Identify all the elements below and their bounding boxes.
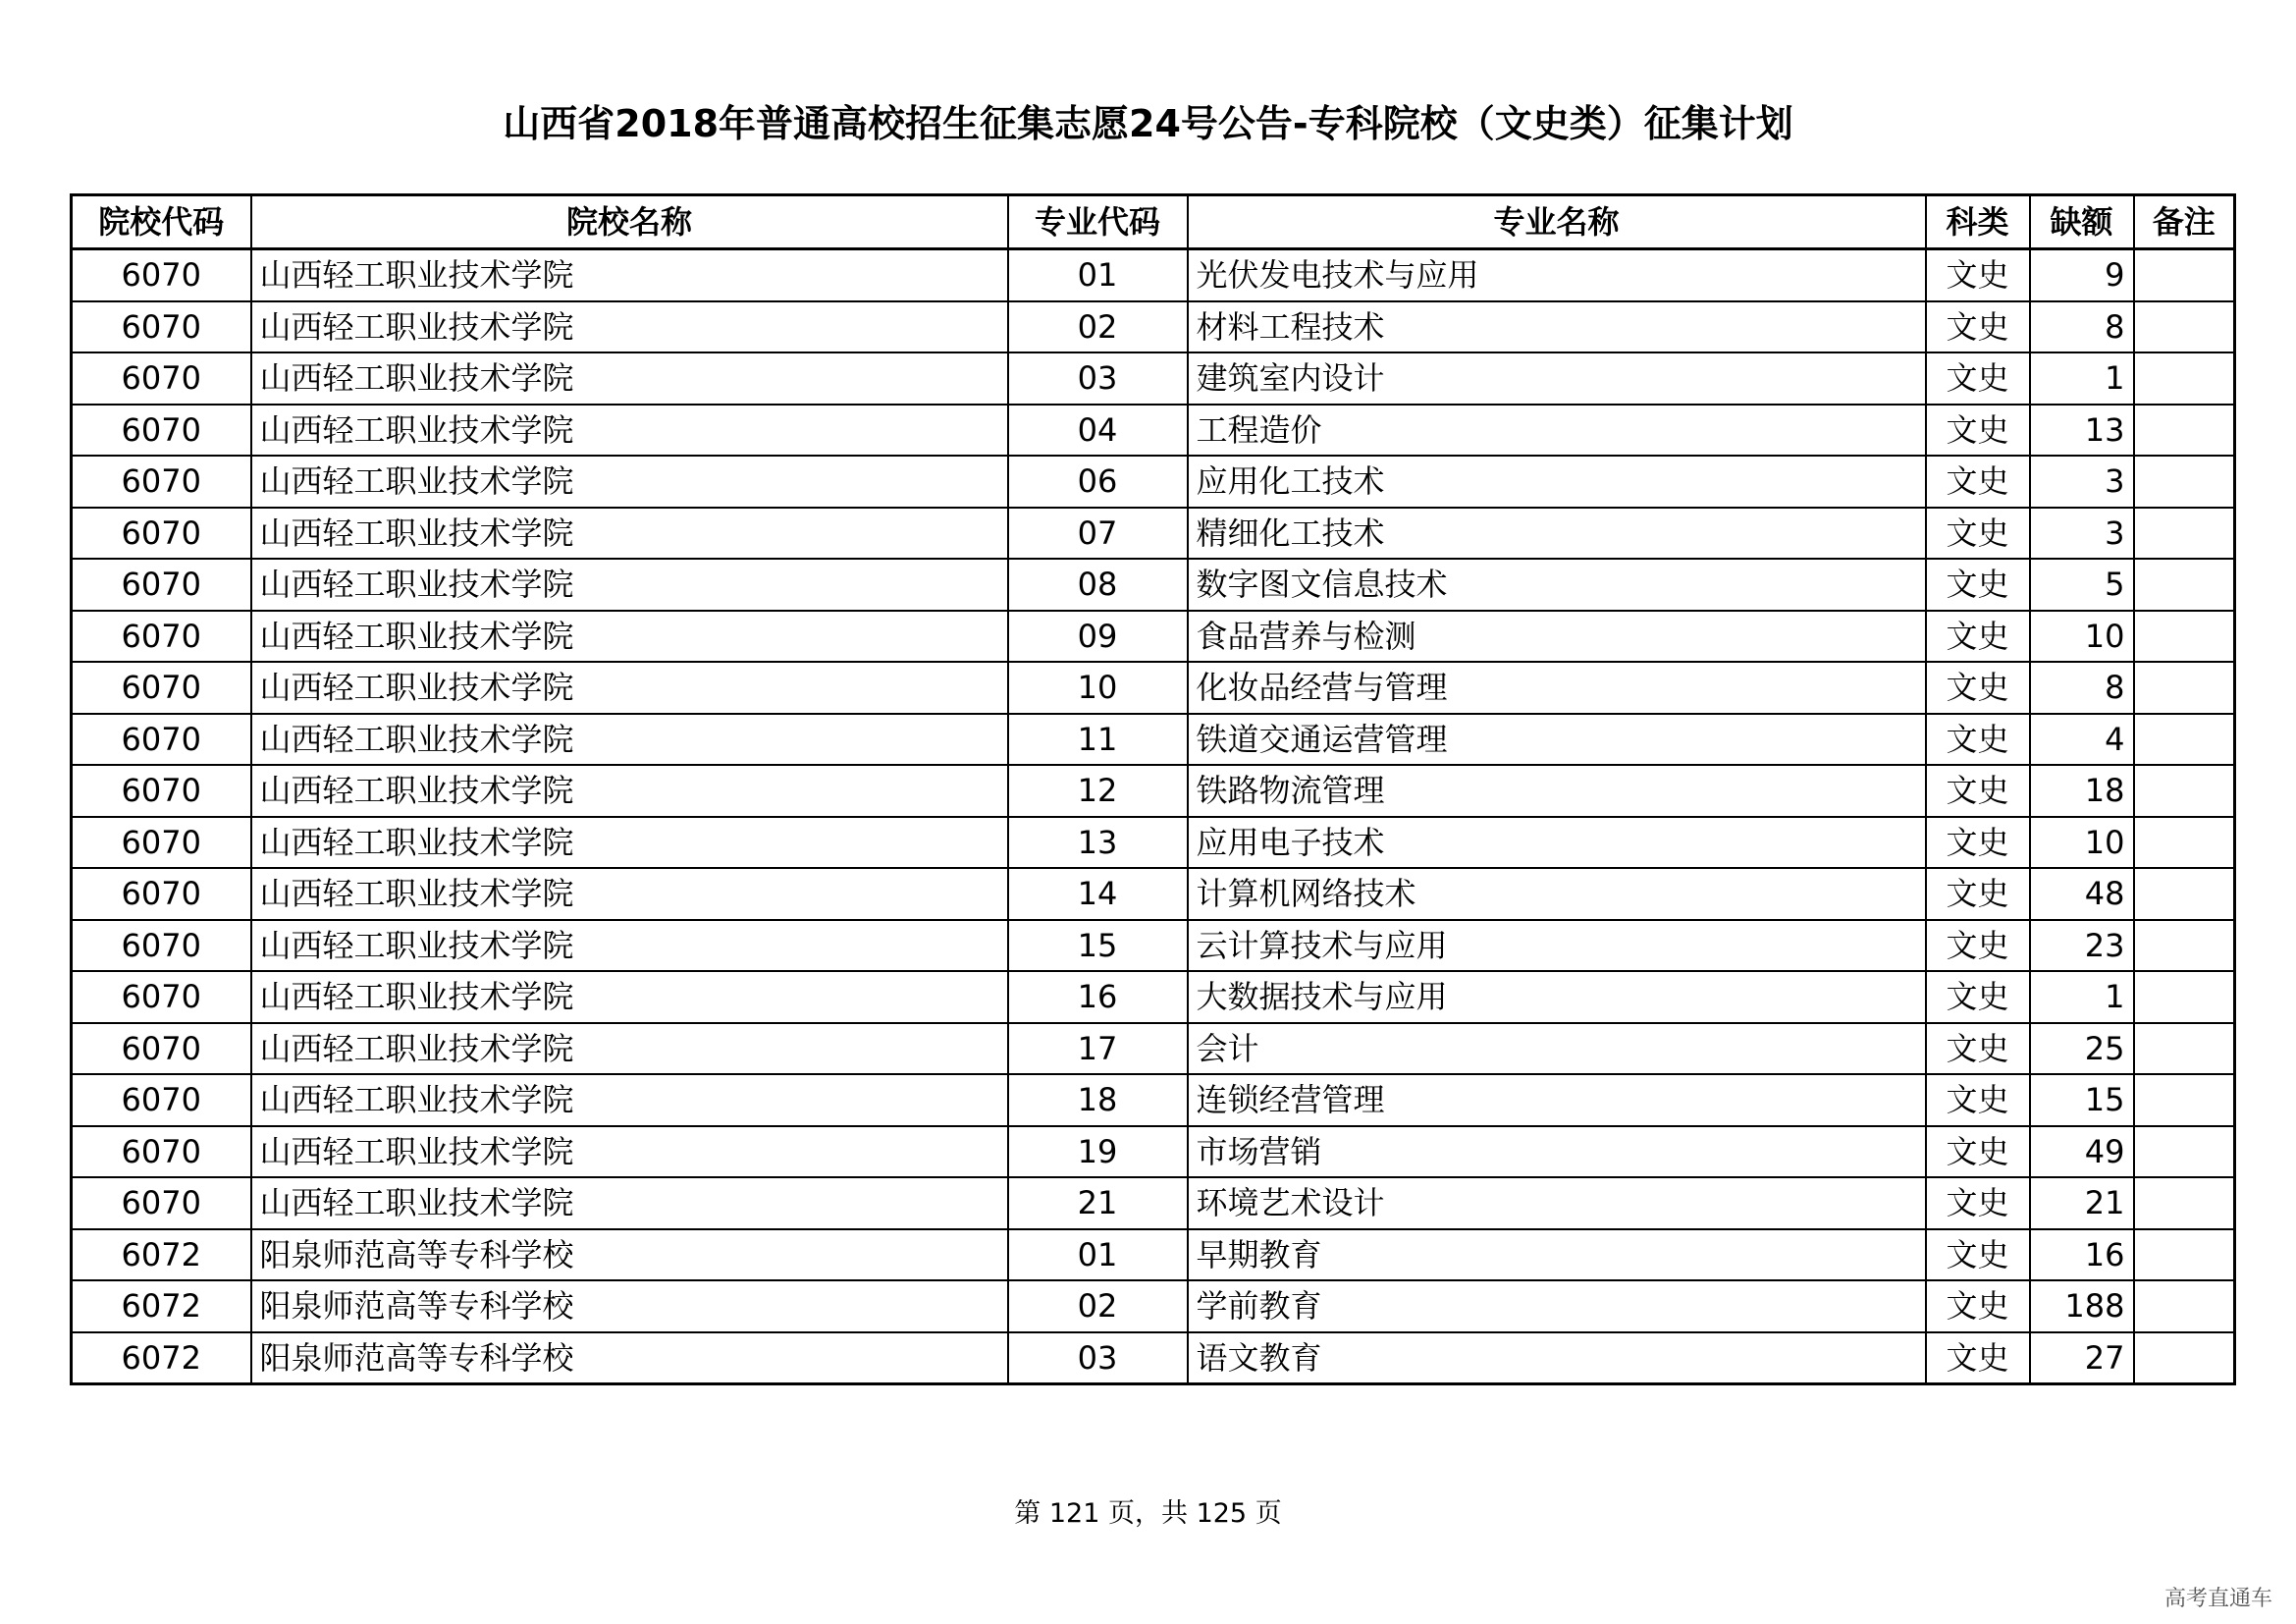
cell-note [2134, 611, 2235, 663]
header-school-name: 院校名称 [251, 195, 1008, 249]
cell-category: 文史 [1926, 1023, 2030, 1075]
cell-major-name: 铁路物流管理 [1188, 765, 1926, 817]
cell-major-code: 02 [1008, 301, 1188, 353]
cell-category: 文史 [1926, 611, 2030, 663]
cell-quota: 16 [2030, 1229, 2134, 1281]
table-row [72, 714, 2235, 766]
cell-school-code: 6070 [72, 920, 251, 972]
watermark-text: 高考直通车 [2163, 1587, 2272, 1611]
cell-school-name: 山西轻工职业技术学院 [251, 456, 1008, 508]
table-row [72, 868, 2235, 920]
table-row [72, 1177, 2235, 1229]
table-row [72, 508, 2235, 560]
table-body [72, 249, 2235, 1384]
cell-major-name: 云计算技术与应用 [1188, 920, 1926, 972]
cell-school-code: 6070 [72, 405, 251, 457]
cell-category: 文史 [1926, 1074, 2030, 1126]
table-row [72, 1023, 2235, 1075]
cell-note [2134, 1023, 2235, 1075]
cell-major-code: 09 [1008, 611, 1188, 663]
cell-major-code: 19 [1008, 1126, 1188, 1178]
cell-major-code: 21 [1008, 1177, 1188, 1229]
cell-school-code: 6072 [72, 1229, 251, 1281]
header-major-name: 专业名称 [1188, 195, 1926, 249]
cell-quota: 18 [2030, 765, 2134, 817]
cell-major-name: 精细化工技术 [1188, 508, 1926, 560]
cell-category: 文史 [1926, 249, 2030, 301]
cell-major-code: 14 [1008, 868, 1188, 920]
cell-note [2134, 559, 2235, 611]
table-row [72, 765, 2235, 817]
cell-quota: 1 [2030, 352, 2134, 405]
cell-note [2134, 1177, 2235, 1229]
cell-note [2134, 662, 2235, 714]
table-row [72, 1229, 2235, 1281]
cell-note [2134, 1126, 2235, 1178]
cell-school-code: 6070 [72, 714, 251, 766]
cell-major-code: 13 [1008, 817, 1188, 869]
table-row [72, 1280, 2235, 1332]
enrollment-plan-table [70, 193, 2236, 1385]
cell-note [2134, 868, 2235, 920]
cell-category: 文史 [1926, 405, 2030, 457]
cell-school-name: 山西轻工职业技术学院 [251, 405, 1008, 457]
cell-school-name: 阳泉师范高等专科学校 [251, 1332, 1008, 1384]
cell-school-code: 6070 [72, 508, 251, 560]
cell-category: 文史 [1926, 456, 2030, 508]
cell-major-code: 08 [1008, 559, 1188, 611]
cell-major-code: 12 [1008, 765, 1188, 817]
cell-category: 文史 [1926, 868, 2030, 920]
cell-school-code: 6070 [72, 1023, 251, 1075]
cell-major-code: 18 [1008, 1074, 1188, 1126]
cell-school-name: 山西轻工职业技术学院 [251, 714, 1008, 766]
cell-major-name: 建筑室内设计 [1188, 352, 1926, 405]
cell-school-name: 山西轻工职业技术学院 [251, 1126, 1008, 1178]
cell-school-name: 山西轻工职业技术学院 [251, 559, 1008, 611]
cell-major-name: 语文教育 [1188, 1332, 1926, 1384]
cell-note [2134, 1332, 2235, 1384]
table-row [72, 405, 2235, 457]
cell-school-code: 6070 [72, 456, 251, 508]
cell-major-code: 03 [1008, 1332, 1188, 1384]
cell-category: 文史 [1926, 920, 2030, 972]
cell-major-code: 02 [1008, 1280, 1188, 1332]
cell-note [2134, 1280, 2235, 1332]
cell-major-name: 学前教育 [1188, 1280, 1926, 1332]
cell-quota: 49 [2030, 1126, 2134, 1178]
cell-category: 文史 [1926, 817, 2030, 869]
cell-category: 文史 [1926, 352, 2030, 405]
cell-quota: 48 [2030, 868, 2134, 920]
cell-major-code: 01 [1008, 1229, 1188, 1281]
cell-note [2134, 352, 2235, 405]
cell-major-code: 10 [1008, 662, 1188, 714]
table-row [72, 1332, 2235, 1384]
cell-quota: 5 [2030, 559, 2134, 611]
cell-quota: 21 [2030, 1177, 2134, 1229]
cell-major-name: 材料工程技术 [1188, 301, 1926, 353]
cell-school-code: 6070 [72, 817, 251, 869]
cell-quota: 8 [2030, 662, 2134, 714]
cell-school-name: 山西轻工职业技术学院 [251, 971, 1008, 1023]
cell-major-name: 连锁经营管理 [1188, 1074, 1926, 1126]
cell-major-code: 04 [1008, 405, 1188, 457]
cell-school-code: 6070 [72, 249, 251, 301]
cell-major-name: 计算机网络技术 [1188, 868, 1926, 920]
cell-category: 文史 [1926, 301, 2030, 353]
cell-note [2134, 971, 2235, 1023]
table-header-row [72, 195, 2235, 249]
header-category: 科类 [1926, 195, 2030, 249]
cell-major-name: 应用化工技术 [1188, 456, 1926, 508]
cell-major-name: 环境艺术设计 [1188, 1177, 1926, 1229]
table-row [72, 456, 2235, 508]
cell-school-code: 6070 [72, 765, 251, 817]
cell-quota: 27 [2030, 1332, 2134, 1384]
cell-school-name: 山西轻工职业技术学院 [251, 817, 1008, 869]
cell-quota: 13 [2030, 405, 2134, 457]
cell-quota: 10 [2030, 817, 2134, 869]
table-row [72, 1126, 2235, 1178]
cell-note [2134, 456, 2235, 508]
cell-note [2134, 817, 2235, 869]
cell-major-name: 市场营销 [1188, 1126, 1926, 1178]
cell-category: 文史 [1926, 1229, 2030, 1281]
cell-major-code: 03 [1008, 352, 1188, 405]
cell-school-code: 6070 [72, 611, 251, 663]
cell-school-code: 6070 [72, 1126, 251, 1178]
cell-note [2134, 1229, 2235, 1281]
cell-quota: 23 [2030, 920, 2134, 972]
cell-school-name: 山西轻工职业技术学院 [251, 1023, 1008, 1075]
cell-quota: 3 [2030, 456, 2134, 508]
cell-school-code: 6070 [72, 1074, 251, 1126]
cell-school-name: 山西轻工职业技术学院 [251, 611, 1008, 663]
cell-school-code: 6070 [72, 868, 251, 920]
cell-quota: 25 [2030, 1023, 2134, 1075]
table-row [72, 249, 2235, 301]
cell-category: 文史 [1926, 1280, 2030, 1332]
cell-major-code: 16 [1008, 971, 1188, 1023]
cell-major-name: 工程造价 [1188, 405, 1926, 457]
cell-major-code: 01 [1008, 249, 1188, 301]
cell-school-name: 山西轻工职业技术学院 [251, 868, 1008, 920]
cell-quota: 15 [2030, 1074, 2134, 1126]
cell-major-name: 铁道交通运营管理 [1188, 714, 1926, 766]
cell-category: 文史 [1926, 1332, 2030, 1384]
table-row [72, 1074, 2235, 1126]
cell-school-code: 6070 [72, 1177, 251, 1229]
cell-category: 文史 [1926, 559, 2030, 611]
header-major-code: 专业代码 [1008, 195, 1188, 249]
cell-school-code: 6070 [72, 971, 251, 1023]
cell-school-name: 阳泉师范高等专科学校 [251, 1229, 1008, 1281]
cell-category: 文史 [1926, 662, 2030, 714]
cell-major-code: 17 [1008, 1023, 1188, 1075]
cell-major-name: 早期教育 [1188, 1229, 1926, 1281]
cell-school-code: 6072 [72, 1280, 251, 1332]
cell-quota: 1 [2030, 971, 2134, 1023]
table-row [72, 920, 2235, 972]
cell-school-code: 6070 [72, 662, 251, 714]
cell-note [2134, 714, 2235, 766]
cell-quota: 8 [2030, 301, 2134, 353]
cell-category: 文史 [1926, 1177, 2030, 1229]
page-title: 山西省2018年普通高校招生征集志愿24号公告-专科院校（文史类）征集计划 [503, 102, 1793, 145]
table-row [72, 352, 2235, 405]
table-row [72, 662, 2235, 714]
cell-note [2134, 249, 2235, 301]
cell-major-code: 07 [1008, 508, 1188, 560]
cell-school-code: 6070 [72, 352, 251, 405]
cell-school-code: 6070 [72, 559, 251, 611]
cell-major-name: 数字图文信息技术 [1188, 559, 1926, 611]
cell-quota: 188 [2030, 1280, 2134, 1332]
cell-major-name: 应用电子技术 [1188, 817, 1926, 869]
page-footer: 第 121 页，共 125 页 [1014, 1498, 1282, 1529]
cell-major-code: 15 [1008, 920, 1188, 972]
cell-major-name: 光伏发电技术与应用 [1188, 249, 1926, 301]
cell-quota: 4 [2030, 714, 2134, 766]
cell-note [2134, 765, 2235, 817]
header-note: 备注 [2134, 195, 2235, 249]
cell-major-name: 会计 [1188, 1023, 1926, 1075]
cell-note [2134, 1074, 2235, 1126]
cell-note [2134, 301, 2235, 353]
cell-category: 文史 [1926, 1126, 2030, 1178]
cell-school-name: 山西轻工职业技术学院 [251, 765, 1008, 817]
cell-note [2134, 405, 2235, 457]
cell-school-name: 山西轻工职业技术学院 [251, 249, 1008, 301]
cell-school-name: 山西轻工职业技术学院 [251, 508, 1008, 560]
cell-category: 文史 [1926, 765, 2030, 817]
cell-school-name: 山西轻工职业技术学院 [251, 1177, 1008, 1229]
header-school-code: 院校代码 [72, 195, 251, 249]
cell-major-name: 食品营养与检测 [1188, 611, 1926, 663]
cell-school-code: 6070 [72, 301, 251, 353]
cell-school-name: 阳泉师范高等专科学校 [251, 1280, 1008, 1332]
table-row [72, 611, 2235, 663]
cell-category: 文史 [1926, 714, 2030, 766]
cell-major-name: 化妆品经营与管理 [1188, 662, 1926, 714]
cell-quota: 3 [2030, 508, 2134, 560]
cell-school-name: 山西轻工职业技术学院 [251, 920, 1008, 972]
cell-category: 文史 [1926, 971, 2030, 1023]
cell-school-name: 山西轻工职业技术学院 [251, 662, 1008, 714]
cell-school-name: 山西轻工职业技术学院 [251, 301, 1008, 353]
cell-major-code: 06 [1008, 456, 1188, 508]
table-row [72, 559, 2235, 611]
cell-note [2134, 508, 2235, 560]
cell-school-name: 山西轻工职业技术学院 [251, 1074, 1008, 1126]
cell-major-code: 11 [1008, 714, 1188, 766]
table-row [72, 817, 2235, 869]
cell-category: 文史 [1926, 508, 2030, 560]
cell-school-name: 山西轻工职业技术学院 [251, 352, 1008, 405]
cell-quota: 10 [2030, 611, 2134, 663]
cell-school-code: 6072 [72, 1332, 251, 1384]
table-row [72, 301, 2235, 353]
header-quota: 缺额 [2030, 195, 2134, 249]
table-row [72, 971, 2235, 1023]
cell-note [2134, 920, 2235, 972]
cell-quota: 9 [2030, 249, 2134, 301]
cell-major-name: 大数据技术与应用 [1188, 971, 1926, 1023]
